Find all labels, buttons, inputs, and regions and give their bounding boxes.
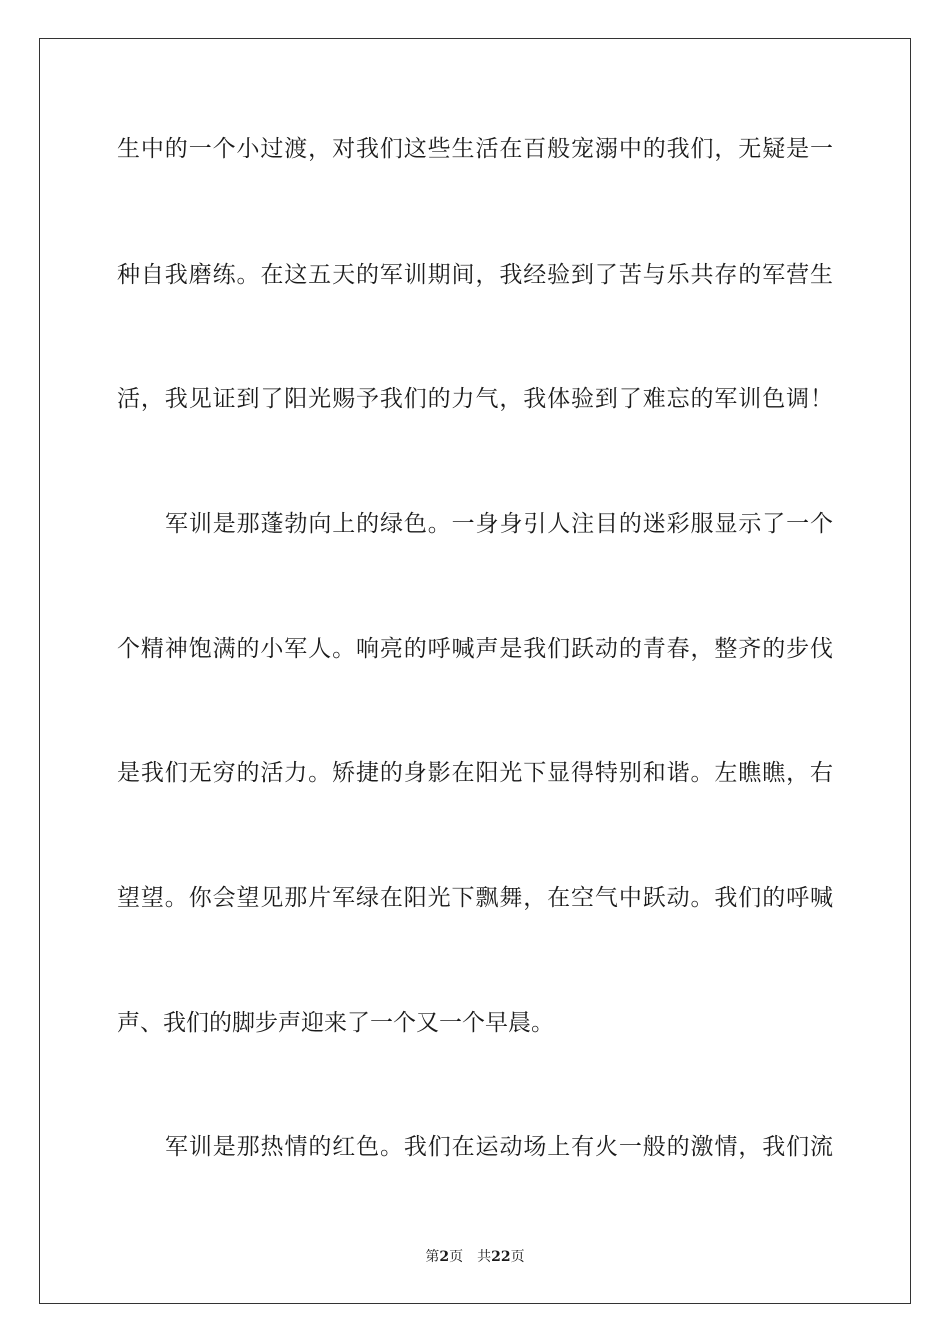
- paragraph-green-first-line: 军训是那蓬勃向上的绿色。一身身引人注目的迷彩服显示了一个: [165, 511, 833, 537]
- page-footer: [0, 1247, 950, 1267]
- footer-total-pages: 22: [491, 1249, 511, 1265]
- footer-page-prefix: 第: [425, 1249, 440, 1265]
- body-text-line-3: 活，我见证到了阳光赐予我们的力气，我体验到了难忘的军训色调！: [117, 386, 833, 412]
- body-text-line-6: 是我们无穷的活力。矫捷的身影在阳光下显得特别和谐。左瞧瞧，右: [117, 760, 833, 786]
- body-text-line-8: 声、我们的脚步声迎来了一个又一个早晨。: [117, 1010, 554, 1036]
- footer-page-number: 2: [439, 1249, 450, 1265]
- body-text-line-2: 种自我磨练。在这五天的军训期间，我经验到了苦与乐共存的军营生: [117, 262, 833, 288]
- paragraph-red-first-line: 军训是那热情的红色。我们在运动场上有火一般的激情，我们流: [165, 1134, 833, 1160]
- body-text-line-7: 望望。你会望见那片军绿在阳光下飘舞，在空气中跃动。我们的呼喊: [117, 885, 833, 911]
- page-border: [39, 38, 911, 1304]
- body-text-line-5: 个精神饱满的小军人。响亮的呼喊声是我们跃动的青春，整齐的步伐: [117, 636, 833, 662]
- body-text-line-1: 生中的一个小过渡，对我们这些生活在百般宠溺中的我们，无疑是一: [117, 136, 833, 162]
- footer-page-suffix: 页: [449, 1249, 464, 1265]
- footer-total-suffix: 页: [510, 1249, 525, 1265]
- footer-total-prefix: 共: [477, 1249, 492, 1265]
